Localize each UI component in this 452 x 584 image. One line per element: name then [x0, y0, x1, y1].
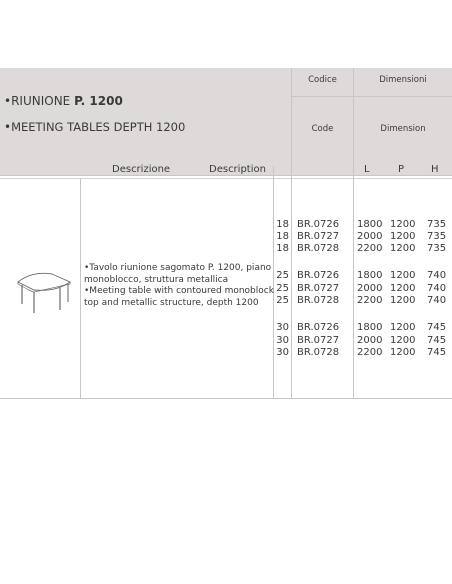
row-h: 735 [427, 219, 447, 230]
body-divider-code [353, 166, 354, 398]
row-code: BR.0727 [297, 231, 340, 242]
row-code: BR.0727 [297, 283, 340, 294]
description-line-2: monoblocco, struttura metallica [84, 274, 229, 285]
title-english: •MEETING TABLES DEPTH 1200 [4, 120, 186, 134]
row-h: 745 [427, 347, 447, 358]
row-code: BR.0728 [297, 243, 340, 254]
row-h: 735 [427, 243, 447, 254]
row-h: 740 [427, 295, 447, 306]
description-line-3: •Meeting table with contoured monoblock [84, 286, 274, 296]
row-h: 740 [427, 270, 447, 281]
row-l: 1800 [357, 270, 383, 281]
row-code: BR.0727 [297, 335, 340, 346]
row-code: BR.0728 [297, 347, 340, 358]
description-line-4: top and metallic structure, depth 1200 [84, 297, 259, 308]
title-block [0, 68, 291, 175]
row-h: 745 [427, 335, 447, 346]
title-italian: •RIUNIONE P. 1200 [4, 94, 123, 108]
row-thickness: 30 [276, 335, 289, 346]
body-bottom-line [0, 398, 452, 399]
row-thickness: 30 [276, 347, 289, 358]
row-l: 1800 [357, 219, 383, 230]
row-thickness: 25 [276, 283, 289, 294]
codice-label: Codice [308, 75, 337, 85]
row-thickness: 18 [276, 219, 289, 230]
header-mid-line [291, 96, 452, 97]
row-l: 2200 [357, 295, 383, 306]
col-descrizione: Descrizione [112, 164, 171, 175]
dimension-label: Dimension [380, 124, 426, 134]
body-divider-image [80, 178, 81, 398]
row-h: 745 [427, 322, 447, 333]
row-p: 1200 [390, 231, 416, 242]
row-thickness: 25 [276, 270, 289, 281]
code-label: Code [311, 124, 334, 134]
col-p: P [398, 164, 405, 175]
row-h: 740 [427, 283, 447, 294]
row-thickness: 25 [276, 295, 289, 306]
column-header-top-line [0, 175, 452, 176]
body-divider-thick [291, 166, 292, 398]
row-l: 2000 [357, 335, 383, 346]
column-header-bottom-line [0, 178, 452, 179]
row-p: 1200 [390, 347, 416, 358]
row-thickness: 18 [276, 231, 289, 242]
dimensioni-label: Dimensioni [379, 75, 427, 85]
row-l: 2200 [357, 347, 383, 358]
description-line-1: •Tavolo riunione sagomato P. 1200, piano [84, 263, 272, 273]
row-l: 1800 [357, 322, 383, 333]
row-code: BR.0728 [297, 295, 340, 306]
row-code: BR.0726 [297, 322, 340, 333]
row-l: 2000 [357, 283, 383, 294]
row-code: BR.0726 [297, 270, 340, 281]
row-p: 1200 [390, 283, 416, 294]
row-p: 1200 [390, 270, 416, 281]
row-code: BR.0726 [297, 219, 340, 230]
row-p: 1200 [390, 219, 416, 230]
col-description: Description [209, 164, 266, 175]
meeting-table-image [12, 268, 74, 318]
col-l: L [364, 164, 370, 175]
row-p: 1200 [390, 243, 416, 254]
product-description [84, 263, 274, 309]
row-p: 1200 [390, 295, 416, 306]
row-l: 2200 [357, 243, 383, 254]
row-thickness: 30 [276, 322, 289, 333]
row-h: 735 [427, 231, 447, 242]
row-l: 2000 [357, 231, 383, 242]
row-thickness: 18 [276, 243, 289, 254]
col-h: H [431, 164, 439, 175]
row-p: 1200 [390, 335, 416, 346]
row-p: 1200 [390, 322, 416, 333]
